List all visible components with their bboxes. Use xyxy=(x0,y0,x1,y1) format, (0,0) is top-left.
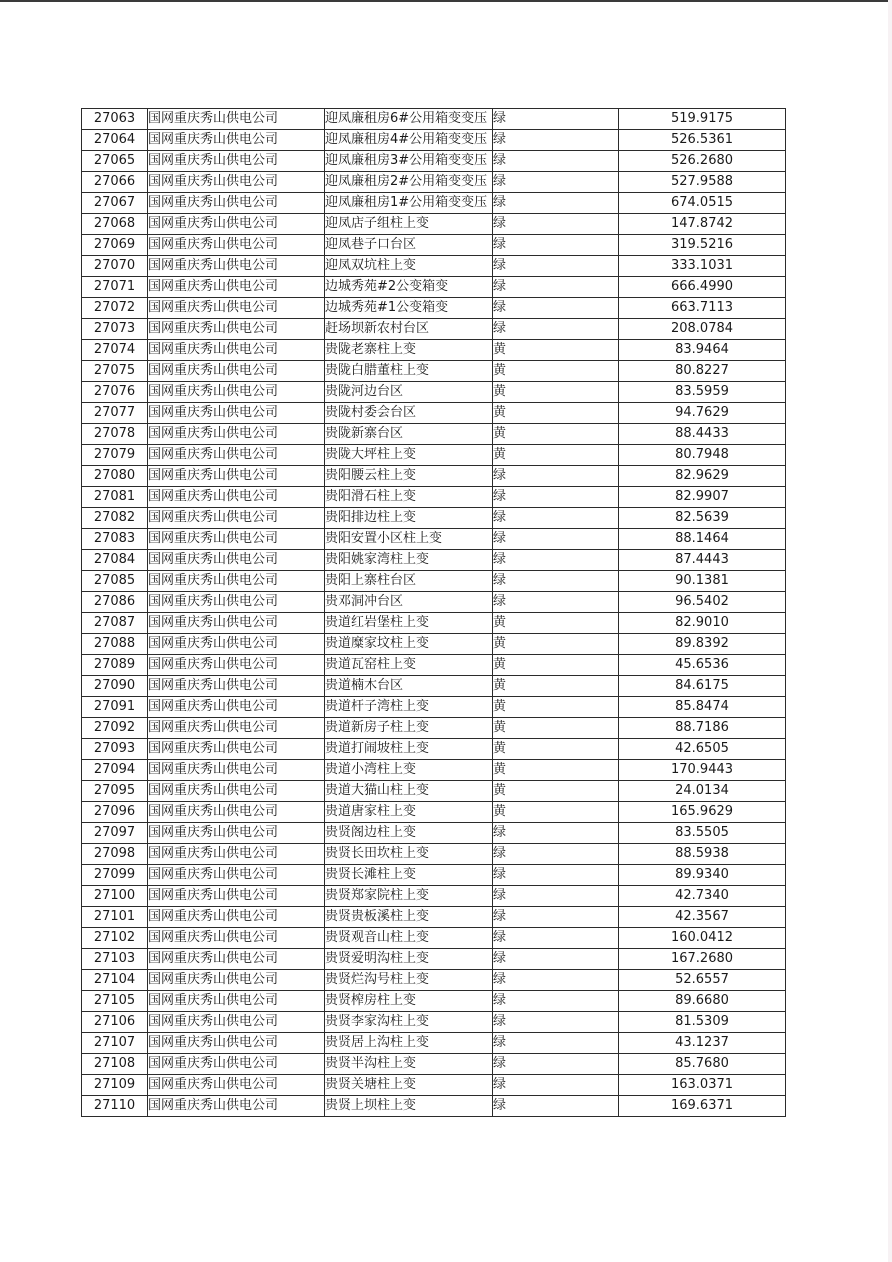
cell-value: 526.5361 xyxy=(619,130,786,151)
cell-value: 83.5505 xyxy=(619,823,786,844)
cell-company: 国网重庆秀山供电公司 xyxy=(148,886,325,907)
cell-id: 27091 xyxy=(82,697,148,718)
cell-station: 贵道瓦窑柱上变 xyxy=(325,655,493,676)
cell-id: 27102 xyxy=(82,928,148,949)
cell-status: 绿 xyxy=(493,172,619,193)
cell-value: 82.9629 xyxy=(619,466,786,487)
cell-company: 国网重庆秀山供电公司 xyxy=(148,634,325,655)
table-row xyxy=(82,865,786,886)
cell-status: 绿 xyxy=(493,823,619,844)
table-row xyxy=(82,697,786,718)
cell-station: 迎凤廉租房3#公用箱变变压 xyxy=(325,151,493,172)
cell-station: 贵贤上坝柱上变 xyxy=(325,1096,493,1117)
cell-id: 27074 xyxy=(82,340,148,361)
cell-company: 国网重庆秀山供电公司 xyxy=(148,340,325,361)
cell-value: 85.8474 xyxy=(619,697,786,718)
cell-station: 贵贤阁边柱上变 xyxy=(325,823,493,844)
cell-id: 27081 xyxy=(82,487,148,508)
cell-id: 27080 xyxy=(82,466,148,487)
cell-value: 83.5959 xyxy=(619,382,786,403)
cell-value: 167.2680 xyxy=(619,949,786,970)
cell-value: 80.8227 xyxy=(619,361,786,382)
table-row xyxy=(82,1054,786,1075)
cell-value: 42.7340 xyxy=(619,886,786,907)
table-row xyxy=(82,781,786,802)
cell-company: 国网重庆秀山供电公司 xyxy=(148,928,325,949)
table-row xyxy=(82,760,786,781)
cell-station: 边城秀苑#2公变箱变 xyxy=(325,277,493,298)
cell-value: 85.7680 xyxy=(619,1054,786,1075)
cell-station: 贵贤长田坎柱上变 xyxy=(325,844,493,865)
cell-value: 519.9175 xyxy=(619,109,786,130)
table-row xyxy=(82,571,786,592)
cell-company: 国网重庆秀山供电公司 xyxy=(148,319,325,340)
cell-value: 80.7948 xyxy=(619,445,786,466)
cell-company: 国网重庆秀山供电公司 xyxy=(148,550,325,571)
table-row xyxy=(82,109,786,130)
cell-station: 贵道杆子湾柱上变 xyxy=(325,697,493,718)
cell-company: 国网重庆秀山供电公司 xyxy=(148,823,325,844)
table-row xyxy=(82,487,786,508)
cell-company: 国网重庆秀山供电公司 xyxy=(148,1096,325,1117)
table-row xyxy=(82,550,786,571)
cell-id: 27068 xyxy=(82,214,148,235)
cell-station: 贵道新房子柱上变 xyxy=(325,718,493,739)
cell-value: 88.5938 xyxy=(619,844,786,865)
cell-id: 27071 xyxy=(82,277,148,298)
cell-status: 黄 xyxy=(493,382,619,403)
cell-value: 82.9010 xyxy=(619,613,786,634)
cell-status: 绿 xyxy=(493,277,619,298)
cell-id: 27076 xyxy=(82,382,148,403)
cell-status: 绿 xyxy=(493,466,619,487)
cell-status: 黄 xyxy=(493,802,619,823)
cell-company: 国网重庆秀山供电公司 xyxy=(148,487,325,508)
cell-value: 527.9588 xyxy=(619,172,786,193)
cell-value: 88.1464 xyxy=(619,529,786,550)
cell-station: 贵贤长滩柱上变 xyxy=(325,865,493,886)
table-row xyxy=(82,949,786,970)
cell-status: 绿 xyxy=(493,529,619,550)
cell-company: 国网重庆秀山供电公司 xyxy=(148,361,325,382)
cell-station: 贵贤居上沟柱上变 xyxy=(325,1033,493,1054)
cell-company: 国网重庆秀山供电公司 xyxy=(148,403,325,424)
table-row xyxy=(82,319,786,340)
table-row xyxy=(82,844,786,865)
cell-status: 绿 xyxy=(493,1054,619,1075)
cell-id: 27082 xyxy=(82,508,148,529)
cell-status: 黄 xyxy=(493,634,619,655)
cell-company: 国网重庆秀山供电公司 xyxy=(148,907,325,928)
cell-id: 27072 xyxy=(82,298,148,319)
table-row xyxy=(82,802,786,823)
cell-id: 27084 xyxy=(82,550,148,571)
cell-value: 96.5402 xyxy=(619,592,786,613)
table-row xyxy=(82,592,786,613)
cell-status: 黄 xyxy=(493,697,619,718)
cell-station: 贵贤爱明沟柱上变 xyxy=(325,949,493,970)
cell-id: 27108 xyxy=(82,1054,148,1075)
table-row xyxy=(82,676,786,697)
cell-status: 黄 xyxy=(493,361,619,382)
cell-company: 国网重庆秀山供电公司 xyxy=(148,760,325,781)
cell-status: 绿 xyxy=(493,1096,619,1117)
cell-company: 国网重庆秀山供电公司 xyxy=(148,235,325,256)
cell-value: 43.1237 xyxy=(619,1033,786,1054)
cell-value: 170.9443 xyxy=(619,760,786,781)
cell-status: 黄 xyxy=(493,739,619,760)
cell-id: 27066 xyxy=(82,172,148,193)
cell-station: 迎凤双坑柱上变 xyxy=(325,256,493,277)
cell-company: 国网重庆秀山供电公司 xyxy=(148,802,325,823)
cell-status: 绿 xyxy=(493,907,619,928)
cell-station: 边城秀苑#1公变箱变 xyxy=(325,298,493,319)
cell-status: 绿 xyxy=(493,298,619,319)
cell-station: 贵道唐家柱上变 xyxy=(325,802,493,823)
table-row xyxy=(82,361,786,382)
page-right-edge xyxy=(888,0,892,1262)
cell-id: 27090 xyxy=(82,676,148,697)
table-row xyxy=(82,424,786,445)
cell-id: 27109 xyxy=(82,1075,148,1096)
cell-station: 贵贤李家沟柱上变 xyxy=(325,1012,493,1033)
cell-id: 27067 xyxy=(82,193,148,214)
cell-value: 45.6536 xyxy=(619,655,786,676)
cell-station: 贵道大猫山柱上变 xyxy=(325,781,493,802)
cell-id: 27110 xyxy=(82,1096,148,1117)
cell-station: 贵阳腰云柱上变 xyxy=(325,466,493,487)
cell-status: 黄 xyxy=(493,676,619,697)
cell-value: 666.4990 xyxy=(619,277,786,298)
cell-company: 国网重庆秀山供电公司 xyxy=(148,424,325,445)
cell-status: 绿 xyxy=(493,865,619,886)
cell-station: 贵阳滑石柱上变 xyxy=(325,487,493,508)
cell-status: 绿 xyxy=(493,1033,619,1054)
cell-status: 绿 xyxy=(493,214,619,235)
cell-id: 27086 xyxy=(82,592,148,613)
cell-company: 国网重庆秀山供电公司 xyxy=(148,991,325,1012)
cell-company: 国网重庆秀山供电公司 xyxy=(148,172,325,193)
cell-value: 89.6680 xyxy=(619,991,786,1012)
table-row xyxy=(82,466,786,487)
table-row xyxy=(82,172,786,193)
cell-value: 165.9629 xyxy=(619,802,786,823)
table-row xyxy=(82,1033,786,1054)
cell-value: 83.9464 xyxy=(619,340,786,361)
cell-id: 27078 xyxy=(82,424,148,445)
cell-company: 国网重庆秀山供电公司 xyxy=(148,676,325,697)
cell-status: 绿 xyxy=(493,487,619,508)
table-row xyxy=(82,718,786,739)
cell-station: 贵阳排边柱上变 xyxy=(325,508,493,529)
cell-value: 160.0412 xyxy=(619,928,786,949)
cell-id: 27089 xyxy=(82,655,148,676)
table-row xyxy=(82,403,786,424)
cell-id: 27103 xyxy=(82,949,148,970)
cell-status: 绿 xyxy=(493,571,619,592)
cell-company: 国网重庆秀山供电公司 xyxy=(148,949,325,970)
cell-status: 绿 xyxy=(493,151,619,172)
cell-value: 663.7113 xyxy=(619,298,786,319)
cell-station: 贵贤贵板溪柱上变 xyxy=(325,907,493,928)
cell-company: 国网重庆秀山供电公司 xyxy=(148,844,325,865)
table-row xyxy=(82,445,786,466)
cell-status: 黄 xyxy=(493,445,619,466)
cell-status: 绿 xyxy=(493,256,619,277)
cell-company: 国网重庆秀山供电公司 xyxy=(148,277,325,298)
cell-status: 绿 xyxy=(493,1075,619,1096)
table-row xyxy=(82,130,786,151)
cell-station: 贵道打闹坡柱上变 xyxy=(325,739,493,760)
cell-status: 绿 xyxy=(493,235,619,256)
cell-company: 国网重庆秀山供电公司 xyxy=(148,214,325,235)
table-row xyxy=(82,340,786,361)
cell-value: 169.6371 xyxy=(619,1096,786,1117)
table-row xyxy=(82,508,786,529)
table-row xyxy=(82,991,786,1012)
cell-station: 贵道楠木台区 xyxy=(325,676,493,697)
cell-station: 贵贤烂沟号柱上变 xyxy=(325,970,493,991)
cell-status: 绿 xyxy=(493,991,619,1012)
cell-status: 绿 xyxy=(493,550,619,571)
data-table xyxy=(81,108,786,1117)
cell-value: 319.5216 xyxy=(619,235,786,256)
table-row xyxy=(82,235,786,256)
cell-value: 52.6557 xyxy=(619,970,786,991)
table-row xyxy=(82,193,786,214)
cell-station: 迎凤巷子口台区 xyxy=(325,235,493,256)
cell-company: 国网重庆秀山供电公司 xyxy=(148,739,325,760)
cell-station: 贵陇大坪柱上变 xyxy=(325,445,493,466)
cell-company: 国网重庆秀山供电公司 xyxy=(148,1033,325,1054)
cell-id: 27070 xyxy=(82,256,148,277)
cell-id: 27107 xyxy=(82,1033,148,1054)
table-row xyxy=(82,277,786,298)
cell-company: 国网重庆秀山供电公司 xyxy=(148,445,325,466)
cell-id: 27099 xyxy=(82,865,148,886)
cell-station: 贵阳安置小区柱上变 xyxy=(325,529,493,550)
cell-id: 27105 xyxy=(82,991,148,1012)
cell-value: 526.2680 xyxy=(619,151,786,172)
cell-station: 迎凤廉租房1#公用箱变变压 xyxy=(325,193,493,214)
cell-status: 绿 xyxy=(493,193,619,214)
cell-value: 89.9340 xyxy=(619,865,786,886)
cell-value: 94.7629 xyxy=(619,403,786,424)
table-row xyxy=(82,634,786,655)
cell-company: 国网重庆秀山供电公司 xyxy=(148,466,325,487)
cell-value: 42.3567 xyxy=(619,907,786,928)
cell-company: 国网重庆秀山供电公司 xyxy=(148,781,325,802)
cell-id: 27104 xyxy=(82,970,148,991)
cell-value: 163.0371 xyxy=(619,1075,786,1096)
cell-company: 国网重庆秀山供电公司 xyxy=(148,1075,325,1096)
cell-company: 国网重庆秀山供电公司 xyxy=(148,151,325,172)
cell-id: 27096 xyxy=(82,802,148,823)
cell-id: 27088 xyxy=(82,634,148,655)
cell-station: 迎凤廉租房2#公用箱变变压 xyxy=(325,172,493,193)
cell-company: 国网重庆秀山供电公司 xyxy=(148,970,325,991)
cell-value: 333.1031 xyxy=(619,256,786,277)
cell-id: 27100 xyxy=(82,886,148,907)
cell-company: 国网重庆秀山供电公司 xyxy=(148,1012,325,1033)
cell-id: 27085 xyxy=(82,571,148,592)
cell-id: 27098 xyxy=(82,844,148,865)
table-row xyxy=(82,907,786,928)
table-row xyxy=(82,151,786,172)
cell-company: 国网重庆秀山供电公司 xyxy=(148,193,325,214)
cell-station: 贵阳姚家湾柱上变 xyxy=(325,550,493,571)
cell-company: 国网重庆秀山供电公司 xyxy=(148,508,325,529)
cell-status: 黄 xyxy=(493,424,619,445)
cell-id: 27087 xyxy=(82,613,148,634)
cell-company: 国网重庆秀山供电公司 xyxy=(148,109,325,130)
cell-status: 绿 xyxy=(493,844,619,865)
cell-company: 国网重庆秀山供电公司 xyxy=(148,697,325,718)
table-row xyxy=(82,256,786,277)
cell-status: 绿 xyxy=(493,109,619,130)
cell-id: 27094 xyxy=(82,760,148,781)
cell-status: 绿 xyxy=(493,592,619,613)
table-row xyxy=(82,382,786,403)
cell-station: 贵邓洞冲台区 xyxy=(325,592,493,613)
cell-value: 90.1381 xyxy=(619,571,786,592)
table-row xyxy=(82,655,786,676)
cell-id: 27073 xyxy=(82,319,148,340)
cell-status: 黄 xyxy=(493,340,619,361)
table-row xyxy=(82,739,786,760)
cell-value: 87.4443 xyxy=(619,550,786,571)
cell-value: 82.9907 xyxy=(619,487,786,508)
cell-company: 国网重庆秀山供电公司 xyxy=(148,298,325,319)
cell-station: 贵陇村委会台区 xyxy=(325,403,493,424)
table-row xyxy=(82,1012,786,1033)
cell-status: 绿 xyxy=(493,508,619,529)
cell-station: 贵贤观音山柱上变 xyxy=(325,928,493,949)
table-row xyxy=(82,298,786,319)
table-row xyxy=(82,823,786,844)
cell-value: 674.0515 xyxy=(619,193,786,214)
cell-status: 黄 xyxy=(493,655,619,676)
cell-id: 27095 xyxy=(82,781,148,802)
table-row xyxy=(82,928,786,949)
cell-id: 27101 xyxy=(82,907,148,928)
cell-status: 黄 xyxy=(493,613,619,634)
cell-station: 贵贤半沟柱上变 xyxy=(325,1054,493,1075)
cell-value: 24.0134 xyxy=(619,781,786,802)
cell-station: 贵道糜家坟柱上变 xyxy=(325,634,493,655)
cell-station: 迎凤廉租房4#公用箱变变压 xyxy=(325,130,493,151)
cell-company: 国网重庆秀山供电公司 xyxy=(148,655,325,676)
cell-station: 贵陇老寨柱上变 xyxy=(325,340,493,361)
cell-id: 27075 xyxy=(82,361,148,382)
cell-company: 国网重庆秀山供电公司 xyxy=(148,382,325,403)
cell-value: 208.0784 xyxy=(619,319,786,340)
cell-status: 黄 xyxy=(493,760,619,781)
table-row xyxy=(82,1075,786,1096)
cell-id: 27064 xyxy=(82,130,148,151)
cell-id: 27097 xyxy=(82,823,148,844)
page-top-border xyxy=(0,0,892,2)
cell-company: 国网重庆秀山供电公司 xyxy=(148,592,325,613)
table-row xyxy=(82,1096,786,1117)
cell-status: 绿 xyxy=(493,949,619,970)
cell-station: 贵贤榨房柱上变 xyxy=(325,991,493,1012)
cell-station: 贵贤关塘柱上变 xyxy=(325,1075,493,1096)
cell-id: 27083 xyxy=(82,529,148,550)
table-row xyxy=(82,886,786,907)
cell-id: 27093 xyxy=(82,739,148,760)
cell-value: 88.7186 xyxy=(619,718,786,739)
table-row xyxy=(82,529,786,550)
cell-id: 27063 xyxy=(82,109,148,130)
cell-station: 迎凤店子组柱上变 xyxy=(325,214,493,235)
cell-id: 27069 xyxy=(82,235,148,256)
cell-status: 绿 xyxy=(493,928,619,949)
cell-id: 27092 xyxy=(82,718,148,739)
cell-company: 国网重庆秀山供电公司 xyxy=(148,865,325,886)
cell-id: 27106 xyxy=(82,1012,148,1033)
cell-id: 27065 xyxy=(82,151,148,172)
cell-company: 国网重庆秀山供电公司 xyxy=(148,718,325,739)
cell-value: 147.8742 xyxy=(619,214,786,235)
cell-station: 贵陇新寨台区 xyxy=(325,424,493,445)
cell-status: 绿 xyxy=(493,319,619,340)
cell-company: 国网重庆秀山供电公司 xyxy=(148,1054,325,1075)
cell-station: 贵道小湾柱上变 xyxy=(325,760,493,781)
table-row xyxy=(82,613,786,634)
cell-value: 89.8392 xyxy=(619,634,786,655)
table-row xyxy=(82,214,786,235)
table-row xyxy=(82,970,786,991)
cell-station: 赶场坝新农村台区 xyxy=(325,319,493,340)
cell-id: 27079 xyxy=(82,445,148,466)
cell-status: 黄 xyxy=(493,403,619,424)
cell-value: 82.5639 xyxy=(619,508,786,529)
cell-company: 国网重庆秀山供电公司 xyxy=(148,130,325,151)
cell-status: 黄 xyxy=(493,718,619,739)
cell-status: 绿 xyxy=(493,130,619,151)
cell-company: 国网重庆秀山供电公司 xyxy=(148,613,325,634)
cell-status: 黄 xyxy=(493,781,619,802)
cell-status: 绿 xyxy=(493,886,619,907)
cell-company: 国网重庆秀山供电公司 xyxy=(148,571,325,592)
cell-company: 国网重庆秀山供电公司 xyxy=(148,256,325,277)
cell-station: 贵道红岩堡柱上变 xyxy=(325,613,493,634)
cell-id: 27077 xyxy=(82,403,148,424)
cell-station: 贵贤郑家院柱上变 xyxy=(325,886,493,907)
cell-station: 迎凤廉租房6#公用箱变变压 xyxy=(325,109,493,130)
cell-company: 国网重庆秀山供电公司 xyxy=(148,529,325,550)
cell-station: 贵陇河边台区 xyxy=(325,382,493,403)
cell-value: 84.6175 xyxy=(619,676,786,697)
cell-value: 81.5309 xyxy=(619,1012,786,1033)
cell-status: 绿 xyxy=(493,1012,619,1033)
cell-value: 42.6505 xyxy=(619,739,786,760)
cell-value: 88.4433 xyxy=(619,424,786,445)
table-body xyxy=(82,109,786,1117)
cell-station: 贵陇白腊董柱上变 xyxy=(325,361,493,382)
cell-station: 贵阳上寨柱台区 xyxy=(325,571,493,592)
cell-status: 绿 xyxy=(493,970,619,991)
